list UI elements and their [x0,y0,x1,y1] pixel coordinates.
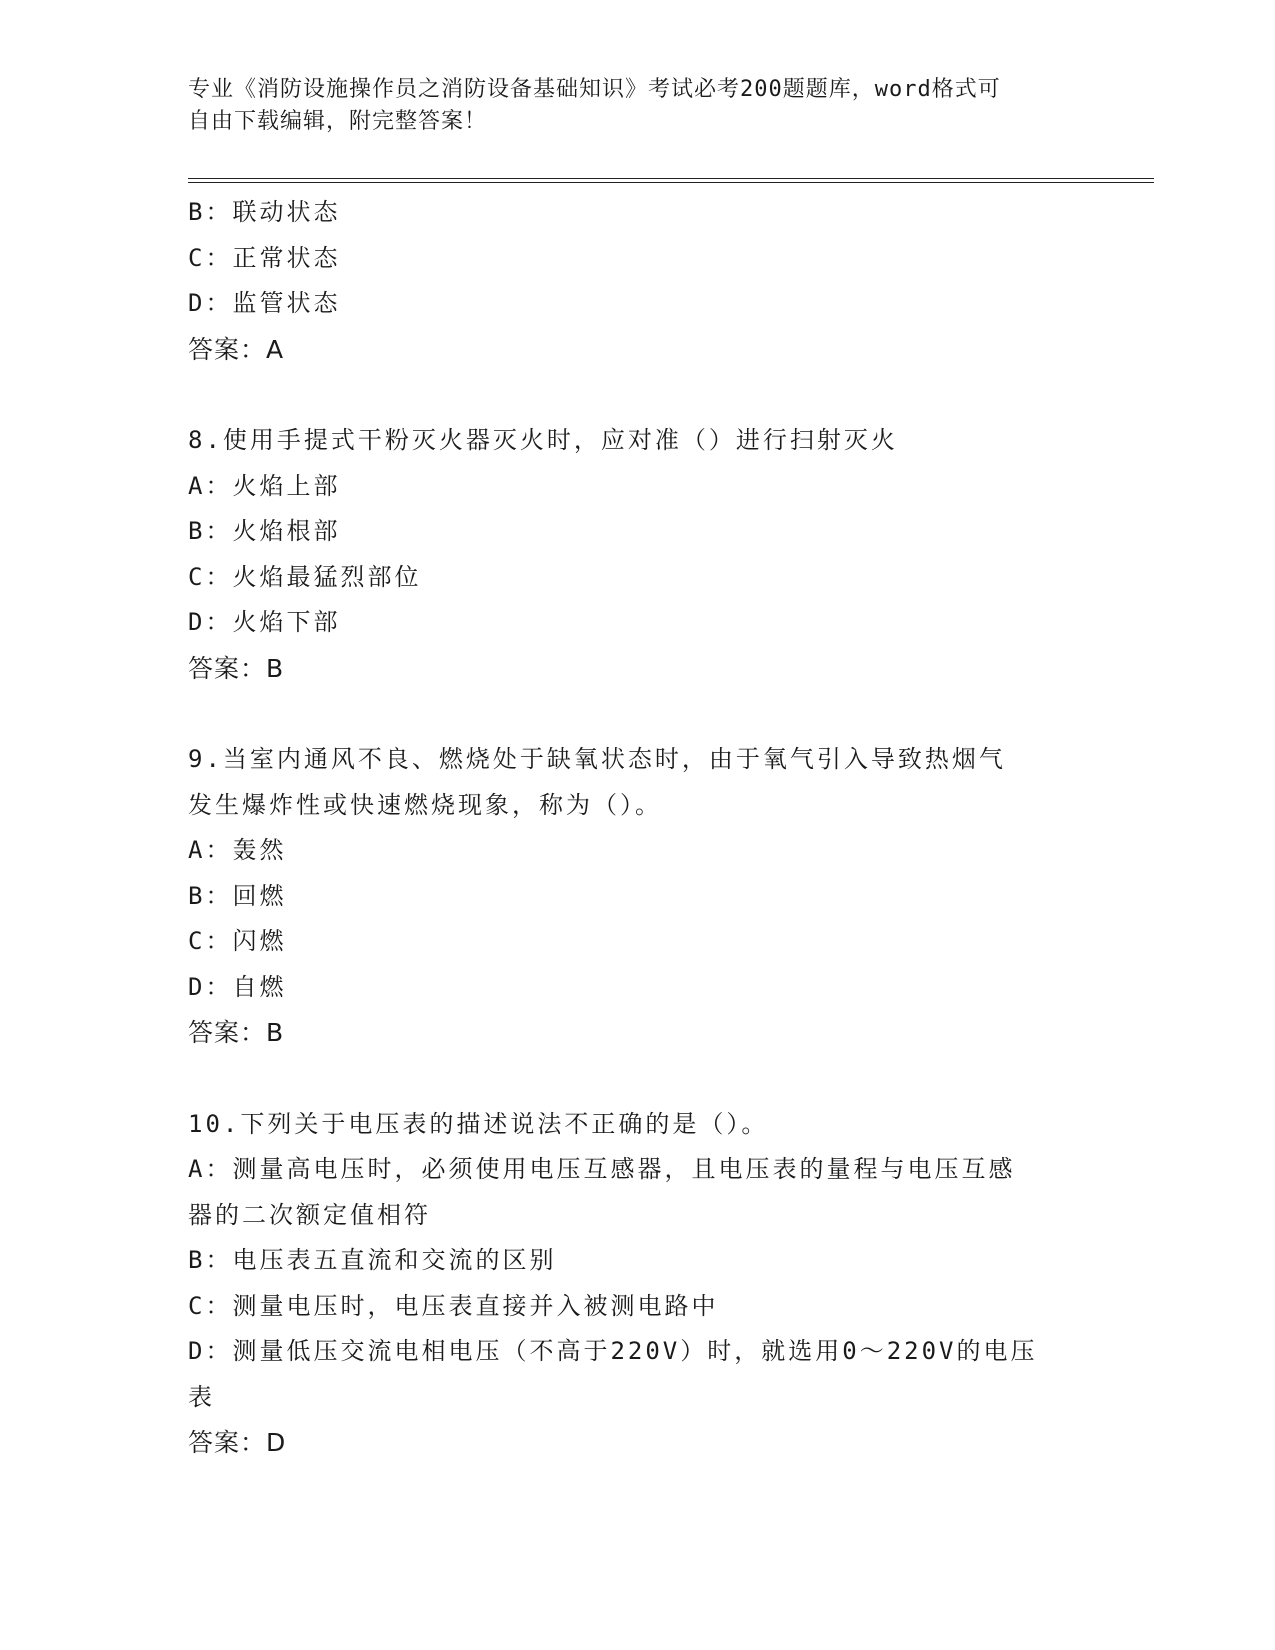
option-d-continued: 表 [188,1382,215,1411]
answer: 答案：D [188,1428,287,1457]
question-list [188,190,1088,1466]
option-a: A：火焰上部 [188,471,341,500]
header-line-1: 专业《消防设施操作员之消防设备基础知识》考试必考200题题库，word格式可 [188,77,1001,102]
question-stem: 8.使用手提式干粉灭火器灭火时，应对准（）进行扫射灭火 [188,426,898,454]
option-a-continued: 器的二次额定值相符 [188,1200,431,1229]
document-header [188,74,1068,138]
option-d: D：测量低压交流电相电压（不高于220V）时，就选用0～220V的电压 [188,1337,1038,1365]
option-c: C：测量电压时，电压表直接并入被测电路中 [188,1291,719,1320]
question-10 [188,1102,1088,1466]
question-stem: 10.下列关于电压表的描述说法不正确的是（）。 [188,1109,769,1138]
question-stem-continued: 发生爆炸性或快速燃烧现象，称为（）。 [188,790,662,819]
option-c: C：火焰最猛烈部位 [188,562,422,591]
header-line-2: 自由下载编辑，附完整答案！ [188,109,488,134]
option-d: D：监管状态 [188,289,341,317]
question-8 [188,418,1088,691]
spacer [188,372,1088,418]
option-d: D：火焰下部 [188,608,341,636]
option-c: C：正常状态 [188,243,341,272]
header-divider [188,178,1154,183]
option-a: A：轰然 [188,836,287,864]
answer: 答案：A [188,334,285,364]
question-stem: 9.当室内通风不良、燃烧处于缺氧状态时，由于氧气引入导致热烟气 [188,745,1006,773]
option-b: B：回燃 [188,881,287,910]
option-a: A：测量高电压时，必须使用电压互感器，且电压表的量程与电压互感 [188,1155,1016,1183]
answer: 答案：B [188,653,285,683]
answer: 答案：B [188,1018,285,1047]
question-9 [188,737,1088,1056]
spacer [188,691,1088,737]
option-b: B：电压表五直流和交流的区别 [188,1246,557,1274]
option-d: D：自燃 [188,972,287,1001]
option-b: B：联动状态 [188,198,341,226]
spacer [188,1056,1088,1102]
option-c: C：闪燃 [188,927,287,955]
question-fragment [188,190,1088,372]
option-b: B：火焰根部 [188,517,341,545]
